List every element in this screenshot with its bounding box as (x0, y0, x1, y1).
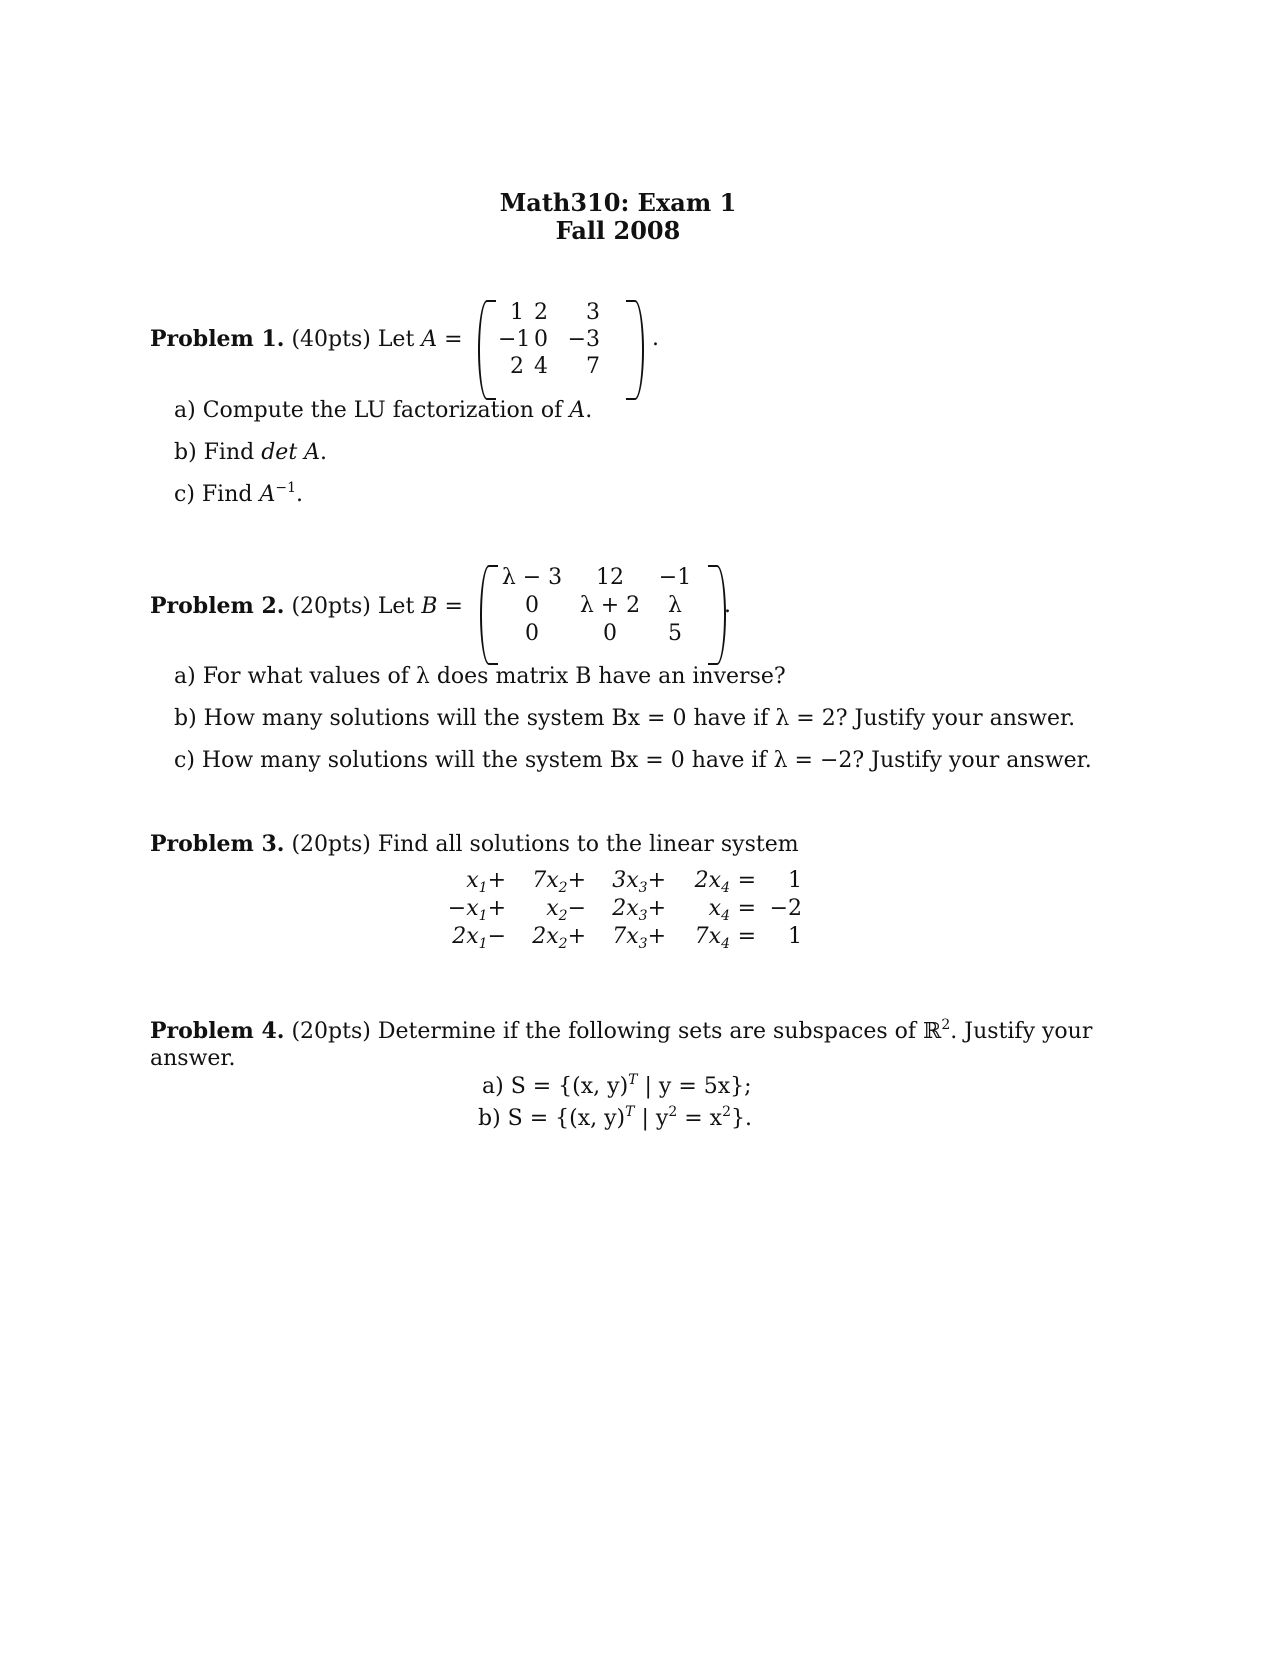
system-equals: = (737, 924, 756, 949)
matrix-a-period: . (652, 326, 659, 351)
problem-4-set-a: a) S = {(x, y)$^T$ | y = 5x}; (482, 1072, 752, 1099)
problem-2-part-a: a) For what values of λ does matrix B have an inverse? (174, 664, 786, 689)
system-term: $-x_1+$ (447, 896, 506, 924)
matrix-b-cell: 0 (525, 593, 539, 618)
problem-3-heading (150, 831, 799, 857)
matrix-b-cell: 0 (525, 621, 539, 646)
problem-4-label: Problem 4. (150, 1018, 285, 1044)
matrix-b-cell: λ + 2 (579, 593, 641, 618)
problem-1-points: (40pts) Let (291, 327, 415, 352)
problem-1-label: Problem 1. (150, 326, 285, 352)
problem-2-heading (150, 593, 463, 619)
problem-2-label: Problem 2. (150, 593, 285, 619)
system-term: $x_4$ (708, 896, 730, 924)
exam-term: Fall 2008 (555, 216, 681, 245)
matrix-a (478, 300, 658, 400)
system-term: $7x_2+$ (532, 868, 586, 896)
matrix-a-cell: −1 (498, 327, 531, 352)
problem-1-heading (150, 326, 463, 352)
linear-system (430, 868, 810, 958)
matrix-b-period: . (724, 593, 731, 618)
problem-2-matrix-name: B = (421, 594, 463, 619)
problem-2-part-c: c) How many solutions will the system Bx = 0 have if λ = −2? Justify your answer. (174, 748, 1092, 773)
problem-3-text: (20pts) Find all solutions to the linear system (291, 832, 799, 857)
system-term: $2x_3+$ (612, 896, 666, 924)
system-equals: = (737, 896, 756, 921)
matrix-b-cell: λ − 3 (501, 565, 563, 590)
matrix-a-left-paren (478, 300, 496, 400)
problem-1-matrix-name: A = (421, 327, 463, 352)
matrix-a-cell: 7 (586, 354, 600, 379)
matrix-b-cell: −1 (658, 565, 692, 590)
matrix-a-cell: 3 (586, 300, 600, 325)
problem-1-part-b: b) Find det A. (174, 440, 328, 465)
problem-4-set-b: b) S = {(x, y)$^T$ | $y^2 = x^2$}. (478, 1104, 752, 1131)
matrix-b-left-paren (480, 565, 498, 665)
system-term: $2x_2+$ (532, 924, 586, 952)
system-equals: = (737, 868, 756, 893)
system-term: $7x_3+$ (612, 924, 666, 952)
problem-4-text: (20pts) Determine if the following sets are subspaces of ℝ$^2$. Justify your (291, 1017, 1093, 1044)
system-term: $7x_4$ (694, 924, 730, 952)
problem-2-part-b: b) How many solutions will the system Bx = 0 have if λ = 2? Justify your answer. (174, 706, 1076, 731)
problem-4-heading (150, 1018, 1092, 1044)
system-term: $x_2-$ (546, 896, 586, 924)
exam-title: Math310: Exam 1 (499, 188, 737, 217)
matrix-a-cell: −3 (567, 327, 600, 352)
matrix-a-cell: 0 (534, 327, 548, 352)
system-rhs: 1 (788, 868, 802, 893)
matrix-b-cell: 12 (596, 565, 624, 590)
matrix-b-cell: 5 (668, 621, 682, 646)
system-term: $3x_3+$ (612, 868, 666, 896)
matrix-a-right-paren (626, 300, 644, 400)
problem-2-points: (20pts) Let (291, 594, 415, 619)
matrix-b-cell: λ (668, 593, 682, 618)
system-term: $2x_1-$ (452, 924, 506, 952)
matrix-b-cell: 0 (603, 621, 617, 646)
problem-1-part-c: c) Find $A^{-1}$. (174, 480, 303, 507)
matrix-a-cell: 1 (510, 300, 524, 325)
system-rhs: −2 (769, 896, 802, 921)
problem-4-text-wrap: answer. (150, 1046, 236, 1071)
matrix-a-cell: 2 (534, 300, 548, 325)
system-term: $x_1+$ (466, 868, 506, 896)
matrix-a-cell: 4 (534, 354, 548, 379)
matrix-a-cell: 2 (510, 354, 524, 379)
matrix-b (480, 565, 740, 665)
system-rhs: 1 (788, 924, 802, 949)
problem-1-part-a: a) Compute the LU factorization of A. (174, 398, 593, 423)
system-term: $2x_4$ (694, 868, 730, 896)
problem-3-label: Problem 3. (150, 831, 285, 857)
